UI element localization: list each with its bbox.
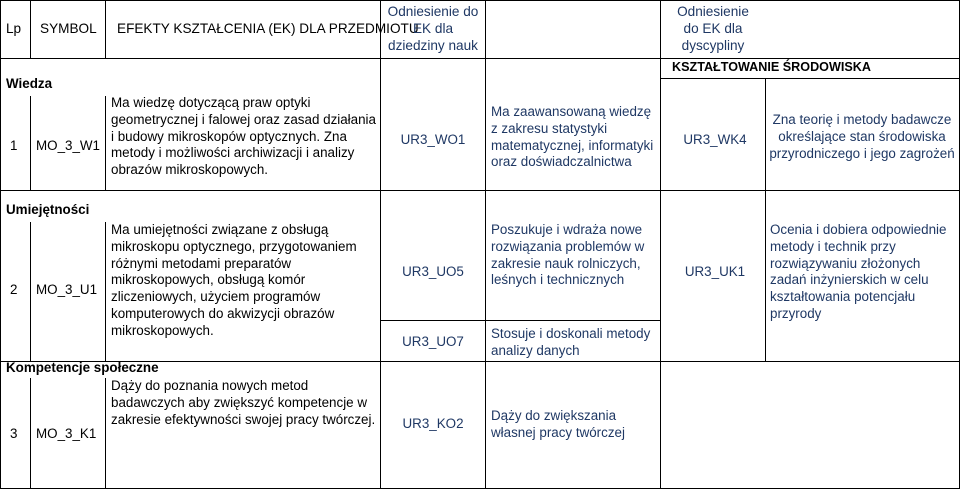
row2-dziedzina-code-b: UR3_UO7 xyxy=(402,334,464,349)
row1-dziedzina-desc: Ma zaawansowaną wiedzę z zakresu statystyki matematycznej, informatyki oraz doświadczalnictwa xyxy=(491,104,654,170)
row2-mid-divider xyxy=(380,320,660,321)
header-efekty: EFEKTY KSZTAŁCENIA (EK) DLA PRZEDMIOTU xyxy=(117,21,419,36)
row2-lp: 2 xyxy=(10,282,18,297)
col-symbol-divider-k xyxy=(105,378,106,489)
table-top-border xyxy=(0,0,960,1)
col-desc-divider xyxy=(660,0,661,489)
col-lp-divider-u xyxy=(30,222,31,361)
col-lp-divider xyxy=(30,0,31,58)
row1-dziedzina-code: UR3_WO1 xyxy=(400,132,466,147)
row1-lp: 1 xyxy=(10,138,18,153)
col-dziedzina-divider xyxy=(485,0,486,489)
row1-dyscyplina-desc: Zna teorię i metody badawcze określające stan środowiska przyrodniczego i jego zagrożeń xyxy=(769,112,955,161)
section-umiejetnosci: Umiejętności xyxy=(6,202,90,217)
row2-dziedzina-desc-b: Stosuje i doskonali metody analizy danych xyxy=(491,326,651,358)
row3-dziedzina-code: UR3_KO2 xyxy=(402,416,464,431)
col-symbol-divider-u xyxy=(105,222,106,361)
row2-efekt: Ma umiejętności związane z obsługą mikroskopu optycznego, przygotowaniem różnymi metodami preparatów mikroskopowych, obsługą komór zliczeniowych, użyciem programów komputerowych do akwizycji obrazów mikroskopowych. xyxy=(111,222,357,338)
row2-dziedzina-code-a: UR3_UO5 xyxy=(402,264,464,279)
col-symbol-divider xyxy=(105,0,106,58)
row3-divider xyxy=(380,361,960,362)
section-wiedza: Wiedza xyxy=(6,76,53,91)
row1-divider xyxy=(0,190,960,191)
row1-symbol: MO_3_W1 xyxy=(36,138,100,153)
section-kompetencje: Kompetencje społeczne xyxy=(6,360,159,375)
col-symbol-divider-lower xyxy=(105,96,106,190)
row3-lp: 3 xyxy=(10,426,18,441)
row3-dziedzina-desc: Dąży do zwiększania własnej pracy twórczej xyxy=(491,408,625,440)
row3-symbol: MO_3_K1 xyxy=(36,426,97,441)
col-lp-divider-k xyxy=(30,378,31,489)
col-efekt-divider xyxy=(380,0,381,489)
header-odn-dyscypliny: Odniesienie do EK dla dyscypliny xyxy=(677,4,749,53)
row2-dyscyplina-desc: Ocenia i dobiera odpowiednie metody i technik przy rozwiązywaniu złożonych zadań inżynierskich w celu kształtowania potencjału przyrody xyxy=(770,222,947,321)
header-ksztaltowanie: KSZTAŁTOWANIE ŚRODOWISKA xyxy=(672,60,871,74)
header-lp: Lp xyxy=(6,21,22,36)
col-left-border xyxy=(0,0,1,489)
header-odn-dziedziny: Odniesienie do EK dla dziedziny nauk xyxy=(387,4,479,53)
row2-dyscyplina-code: UR3_UK1 xyxy=(684,264,746,279)
row1-efekt: Ma wiedzę dotyczącą praw optyki geometrycznej i falowej oraz zasad działania i budowy mikroskopów optycznych. Zna metody i możliwości archiwizacji i analizy obrazów mikroskopowych. xyxy=(111,95,376,178)
col-dyscyplina-divider xyxy=(765,78,766,361)
col-lp-divider-lower xyxy=(30,96,31,190)
row1-dyscyplina-code: UR3_WK4 xyxy=(683,132,747,147)
row2-symbol: MO_3_U1 xyxy=(36,282,98,297)
header-symbol: SYMBOL xyxy=(40,21,97,36)
subheader-divider xyxy=(660,78,960,79)
row3-efekt: Dąży do poznania nowych metod badawczych aby zwiększyć kompetencje w zakresie efektywności swojej pracy twórczej. xyxy=(111,378,376,427)
row2-dziedzina-desc-a: Poszukuje i wdraża nowe rozwiązania problemów w zakresie nauk rolniczych, leśnych i technicznych xyxy=(491,222,645,288)
